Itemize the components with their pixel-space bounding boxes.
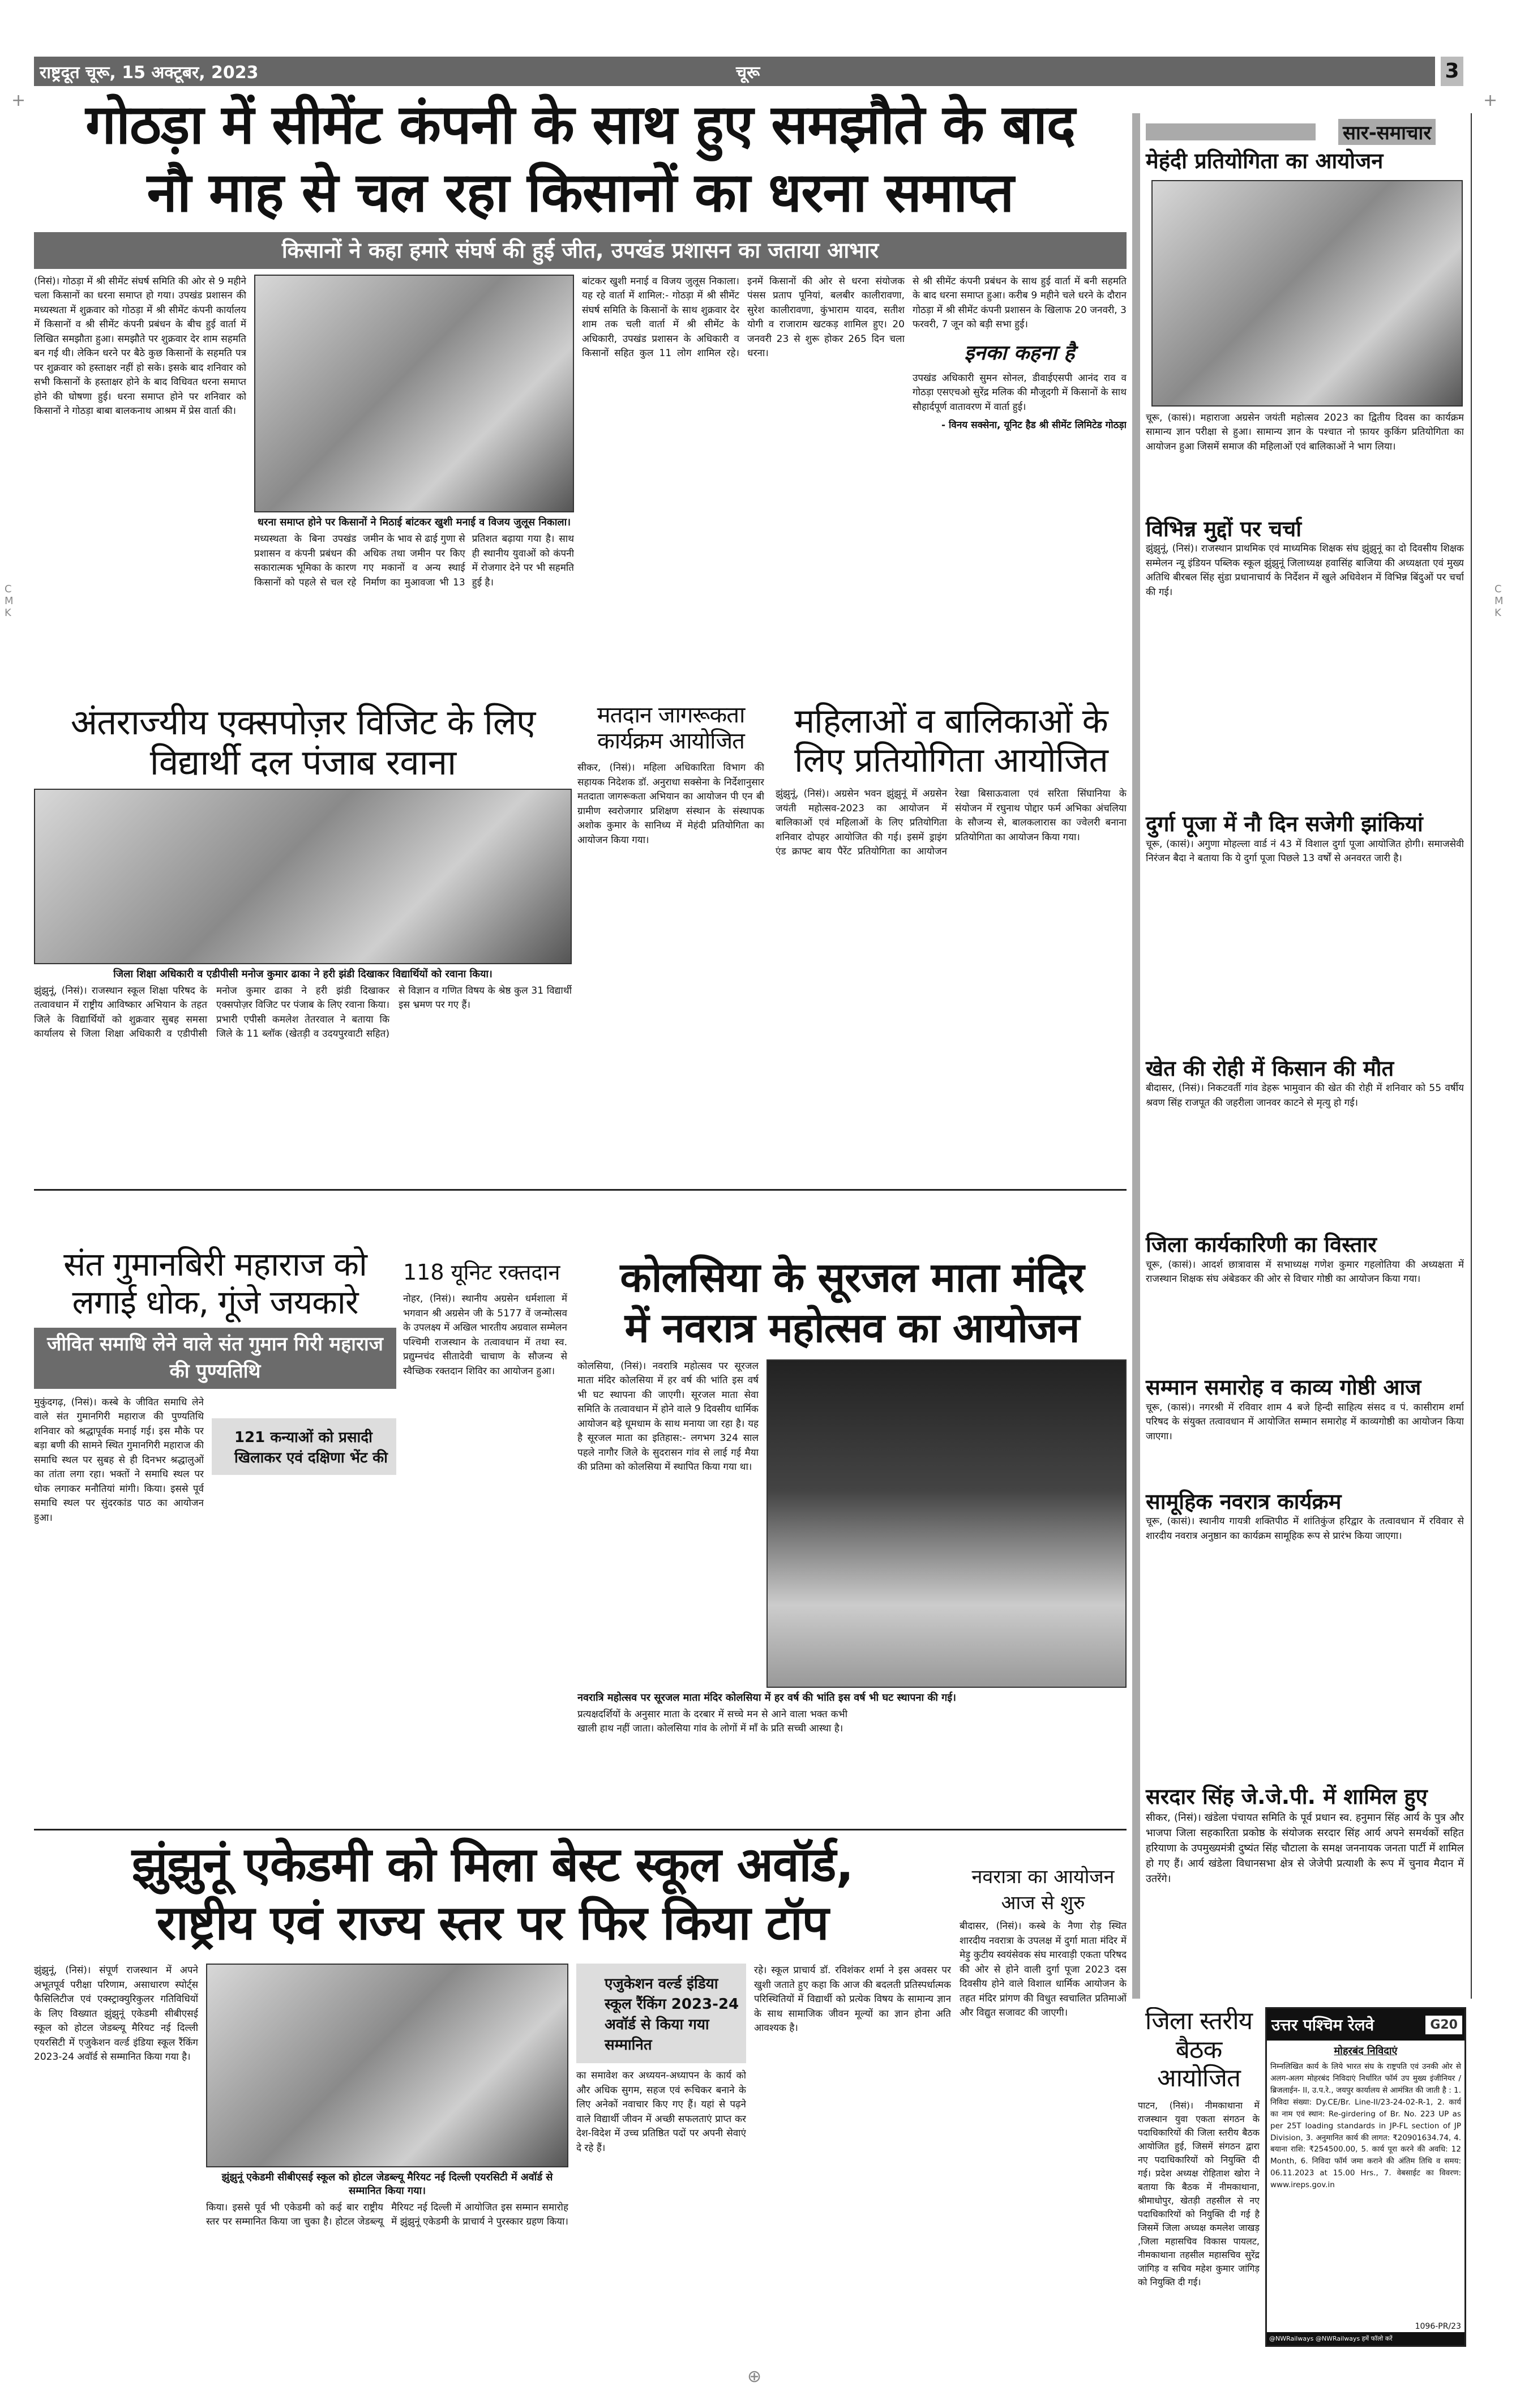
brief-title: खेत की रोही में किसान की मौत bbox=[1146, 1055, 1394, 1081]
academy-text-3: का समावेश कर अध्ययन-अध्यापन के कार्य को और अधिक सुगम, सहज एवं रूचिकर बनाने के लिए अनेकों नवाचार किए गए हैं। यहां से पढ़ने वाले विद्यार्थी जीवन में अच्छी सफलताएं प्राप्त कर देश-विदेश में उच्च प्रतिष्ठित पदों पर अपनी सेवाएं दे रहे हैं। bbox=[576, 2070, 746, 2154]
brief-title: सामूहिक नवरात्र कार्यक्रम bbox=[1146, 1489, 1342, 1514]
women-headline: महिलाओं व बालिकाओं के लिए प्रतियोगिता आयोजित bbox=[794, 702, 1108, 780]
navratra-headline-2: आज से शुरु bbox=[1001, 1892, 1085, 1914]
lead-col-mid: मध्यस्थता के बिना उपखंड प्रशासन व कंपनी प्रबंधन की सकारात्मक भूमिका के कारण किसानों को पहले से चल रहे जमीन के भाव से ढाई गुणा से अधिक तथा जमीन पर किए गए मकानों व अन्य स्थाई निर्माण का मुआवजा भी 13 प्रतिशत बढ़ाया गया है। साथ ही स्थानीय युवाओं को कंपनी में रोजगार देने पर भी सहमति हुई है। bbox=[254, 533, 574, 588]
lead-story bbox=[34, 93, 1127, 682]
academy-story bbox=[34, 1837, 951, 2338]
quote-heading: इनका कहना है bbox=[964, 341, 1075, 365]
masthead-date: राष्ट्रदूत चूरू, 15 अक्टूबर, 2023 bbox=[40, 62, 259, 83]
brief-text: झुंझुनूं, (निसं)। राजस्थान प्राथमिक एवं माध्यमिक शिक्षक संघ झुंझुनूं का दो दिवसीय शिक्षक सम्मेलन न्यू इंडियन पब्लिक स्कूल झुंझुनूं जिलाध्यक्ष हवासिंह बाजिया की अध्यक्षता एवं मुख्य अतिथि बीरबल सिंह सुंडा प्रधानाचार्य के निर्देशन में खुले अधिवेशन में विभिन्न बिंदुओं पर चर्चा की गई। bbox=[1146, 543, 1464, 598]
lead-col-3: बांटकर खुशी मनाई व विजय जुलूस निकाला। यह रहे वार्ता में शामिल:- गोठड़ा में श्री सीमेंट संघर्ष समिति के किसानों के साथ शुक्रवार देर शाम तक चली वार्ता में श्री सीमेंट के अधिकारी, उपखंड प्रशासन के अधिकारी व किसानों सहित कुल 11 लोग शामिल रहे। इनमें किसानों की ओर से धरना संयोजक पंसस प्रताप पूनियां, बलबीर कालीरावणा, सुरेश कालीरावणा, कुंभाराम यादव, सतीश योगी व राजाराम खटकड़ शामिल हुए। 20 जनवरी 23 से शुरू होकर 265 दिन चला धरना। bbox=[582, 275, 905, 360]
sidebar-label: सार-समाचार bbox=[1338, 119, 1436, 145]
sant-text: मुकुंदगढ़, (निसं)। कस्बे के जीवित समाधि लेने वाले संत गुमानगिरी महाराज की पुण्यतिथि शनिवार को श्रद्धापूर्वक मनाई गई। इस मौके पर बड़ा बणी की सामने स्थित गुमानगिरी महाराज की समाधि स्थल पर सुबह से ही दिनभर श्रद्धालुओं का तांता लगा रहा। भक्तों ने समाधि स्थल पर धोक लगाकर मनौतियां मांगी। किया। इससे पूर्व समाधि स्थल पर सुंदरकांड पाठ का आयोजन हुआ। bbox=[34, 1396, 204, 1524]
lead-subhead: किसानों ने कहा हमारे संघर्ष की हुई जीत, उपखंड प्रशासन का जताया आभार bbox=[34, 232, 1127, 269]
farmers-photo bbox=[254, 275, 574, 512]
students-photo-caption: जिला शिक्षा अधिकारी व एडीपीसी मनोज कुमार ढाका ने हरी झंडी दिखाकर विद्यार्थियों को रवाना किया। bbox=[113, 968, 493, 980]
quote-text: उपखंड अधिकारी सुमन सोनल, डीवाईएसपी आनंद राव व गोठड़ा एसएचओ सुरेंद्र मलिक की मौजूदगी में किसानों के साथ सौहार्दपूर्ण वातावरण में वार्ता हुई। bbox=[913, 372, 1127, 413]
lead-photo-column bbox=[254, 275, 574, 682]
temple-text-2: प्रत्यक्षदर्शियों के अनुसार माता के दरबार में सच्चे मन से आने वाला भक्त कभी खाली हाथ नहीं जाता। कोलसिया गांव के लोगों में माँ के प्रति सच्ची आस्था है। bbox=[577, 1708, 847, 1735]
academy-headline-1: झुंझुनूं एकेडमी को मिला बेस्ट स्कूल अवॉर्ड, bbox=[131, 1837, 854, 1892]
academy-text-1: झुंझुनूं, (निसं)। संपूर्ण राजस्थान में अपने अभूतपूर्व परीक्षा परिणाम, असाधारण स्पोर्ट्स फैसिलिटीज एवं एक्स्ट्राक्युरिकुलर गतिविधियों के लिए विख्यात झुंझुनूं एकेडमी सीबीएसई स्कूल को होटल जेडब्ल्यू मैरियट नई दिल्ली एयरसिटी में एजुकेशन वर्ल्ड इंडिया स्कूल रैंकिंग 2023-24 अवॉर्ड से सम्मानित किया गया है। bbox=[34, 1965, 198, 2063]
lead-headline-2: नौ माह से चल रहा किसानों का धरना समाप्त bbox=[147, 161, 1014, 225]
brief-title: दुर्गा पूजा में नौ दिन सजेगी झांकियां bbox=[1146, 811, 1423, 837]
lead-columns bbox=[34, 275, 1127, 682]
voting-headline: मतदान जागरूकता कार्यक्रम आयोजित bbox=[597, 702, 745, 754]
academy-columns bbox=[34, 1964, 951, 2338]
blood-headline: 118 यूनिट रक्तदान bbox=[403, 1260, 560, 1285]
academy-photo-column bbox=[206, 1964, 568, 2338]
academy-text-2: किया। इससे पूर्व भी एकेडमी को कई बार राष्ट्रीय स्तर पर सम्मानित किया जा चुका है। होटल जेडब्ल्यू मैरियट नई दिल्ली में आयोजित इस सम्मान समारोह में झुंझुनूं एकेडमी के प्राचार्य ने पुरस्कार ग्रहण किया। bbox=[206, 2201, 568, 2228]
blood-text: नोहर, (निसं)। स्थानीय अग्रसेन धर्मशाला में भगवान श्री अग्रसेन जी के 5177 वें जन्मोत्सव के उपलक्ष्य में अखिल भारतीय अग्रवाल सम्मेलन पश्चिमी राजस्थान के तत्वावधान में तथा स्व. प्रद्युम्नचंद सीतादेवी चाचाण के सौजन्य से स्वैच्छिक रक्तदान शिविर का आयोजन हुआ। bbox=[403, 1293, 567, 1377]
farmers-photo-caption: धरना समाप्त होने पर किसानों ने मिठाई बांटकर खुशी मनाई व विजय जुलूस निकाला। bbox=[257, 516, 571, 528]
women-story bbox=[776, 702, 1127, 1178]
temple-headline-1: कोलसिया के सूरजल माता मंदिर bbox=[620, 1254, 1084, 1301]
lead-col-1: (निसं)। गोठड़ा में श्री सीमेंट संघर्ष समिति की ओर से 9 महीने चला किसानों का धरना समाप्त हो गया। उपखंड प्रशासन की मध्यस्थता में शुक्रवार को गोठड़ा में श्री सीमेंट कंपनी कार्यालय में किसानों व श्री सीमेंट कंपनी प्रबंधन के बीच हुई वार्ता में लिखित समझौता हुआ। समझौते पर शुक्रवार देर शाम सहमति बन गई थी। लेकिन धरने पर बैठे कुछ किसानों के सहमति पत्र पर शुक्रवार को हस्ताक्षर नहीं हो सके। इसके बाद शनिवार को सभी किसानों के हस्ताक्षर होने के बाद विधिवत धरना समाप्त होने की घोषणा हुई। धरना समाप्त होने पर शनिवार को किसानों ने गोठड़ा बाबा बालकनाथ आश्रम में प्रेस वार्ता की। bbox=[34, 275, 246, 417]
brief-text: चूरू, (कासं)। आदर्श छात्रावास में सभाध्यक्ष गणेश कुमार गहलोतिया की अध्यक्षता में राजस्थान शिक्षक संघ अंबेडकर की ओर से विचार गोष्ठी का आयोजन किया गया। bbox=[1146, 1259, 1464, 1285]
brief-title: सम्मान समारोह व काव्य गोष्ठी आज bbox=[1146, 1374, 1421, 1400]
sant-side bbox=[212, 1396, 396, 1829]
g20-logo: G20 bbox=[1425, 2016, 1462, 2034]
sant-box bbox=[212, 1418, 396, 1475]
brief-title: विभिन्न मुद्दों पर चर्चा bbox=[1146, 516, 1302, 541]
students-photo bbox=[34, 789, 572, 964]
ad-text: निम्नलिखित कार्य के लिये भारत संघ के राष्ट्रपति एवं उनकी ओर से अलग-अलग मोहरबंद निविदाएं निर्धारित फॉर्म उप मुख्य इंजीनियर / ब्रिजलाईन- II, उ.प.रे., जयपुर कार्यालय से आमंत्रित की जाती है : 1. निविदा संख्या: Dy.CE/Br. Line-II/23-24-02-R-1, 2. कार्य का नाम एवं स्थान: Re-girdering of Br. No. 223 UP as per 25T loading standards in JP-FL section of JP Division, 3. अनुमानित कार्य की लागत: ₹20901634.74, 4. बयाना राशि: ₹254500.00, 5. कार्य पूरा करने की अवधि: 12 Month, 6. निविदा फॉर्म जमा कराने की अंतिम तिथि व समय: 06.11.2023 at 15.00 Hrs., 7. वेबसाईट का विवरण: www.ireps.gov.in bbox=[1270, 2062, 1461, 2190]
crosshair-mark-icon: + bbox=[1483, 91, 1498, 110]
voting-text: सीकर, (निसं)। महिला अधिकारिता विभाग की सहायक निदेशक डॉ. अनुराधा सक्सेना के निर्देशानुसार मतदाता जागरूकता अभियान का आयोजन पी एन बी ग्रामीण स्वरोजगार प्रशिक्षण संस्थान के संस्थापक अशोक कुमार के सानिध्य में मेहंदी प्रतियोगिता का आयोजन किया गया। bbox=[577, 762, 764, 846]
brief-text: चूरू, (कासं)। महाराजा अग्रसेन जयंती महोत्सव 2023 का द्वितीय दिवस का कार्यक्रम सामान्य ज्ञान परीक्षा से हुआ। सामान्य ज्ञान के पश्चात नो फ़ायर कुकिंग प्रतियोगिता का आयोजन हुआ जिसमें समाज की महिलाओं एवं बालिकाओं ने भाग लिया। bbox=[1146, 412, 1464, 452]
brief-text: सीकर, (निसं)। खंडेला पंचायत समिति के पूर्व प्रधान स्व. हनुमान सिंह आर्य के पुत्र और भाजपा जिला सहकारिता प्रकोष्ठ के संयोजक सरदार सिंह आर्य अपने समर्थकों सहित हरियाणा के उपमुख्यमंत्री दुष्यंत सिंह चौटाला के समक्ष जननायक जनता पार्टी में शामिल हो गए हैं। आर्य खंडेला विधानसभा क्षेत्र से जेजेपी प्रत्याशी के रूप में चुनाव मैदान में उतरेंगे। bbox=[1146, 1811, 1464, 1885]
academy-box bbox=[576, 1964, 746, 2063]
punjab-story bbox=[34, 702, 572, 1178]
brief-title: सरदार सिंह जे.जे.पी. में शामिल हुए bbox=[1146, 1784, 1428, 1810]
quote-byline: - विनय सक्सेना, यूनिट हैड श्री सीमेंट लिमिटेड गोठड़ा bbox=[941, 420, 1127, 431]
sant-story bbox=[34, 1246, 396, 1829]
brief-title: जिला कार्यकारिणी का विस्तार bbox=[1146, 1232, 1377, 1258]
ad-header bbox=[1267, 2009, 1464, 2041]
temple-columns bbox=[577, 1359, 1127, 1688]
brief-text: बीदासर, (निसं)। निकटवर्ती गांव डेहरू भामुवान की खेत की रोही में शनिवार को 55 वर्षीय श्रवण सिंह राजपूत की जहरीला जानवर काटने से मृत्यु हो गई। bbox=[1146, 1083, 1464, 1109]
masthead-city: चूरू bbox=[736, 62, 760, 83]
meeting-story bbox=[1138, 2007, 1260, 2341]
sidebar-bar bbox=[1146, 123, 1316, 140]
ad-org: उत्तर पश्चिम रेलवे bbox=[1271, 2016, 1374, 2034]
lead-col-4-column bbox=[913, 275, 1127, 682]
ad-footer: @NWRailways @NWRailways हमें फॉलो करें bbox=[1267, 2332, 1464, 2345]
academy-box-column bbox=[576, 1964, 746, 2338]
brief-text: चूरू, (कासं)। स्थानीय गायत्री शक्तिपीठ में शांतिकुंज हरिद्वार के तत्वावधान में रविवार से शारदीय नवरात्र अनुष्ठान का कार्यक्रम सामूहिक रूप से प्रारंभ किया जाएगा। bbox=[1146, 1516, 1464, 1542]
brief-text: चूरू, (कासं)। अगुणा मोहल्ला वार्ड नं 43 में विशाल दुर्गा पूजा आयोजित होगी। समाजसेवी निरंजन बैदा ने बताया कि ये दुर्गा पूजा पिछले 13 वर्षों से अनवरत जारी है। bbox=[1146, 838, 1464, 865]
academy-box-text: एजुकेशन वर्ल्ड इंडिया स्कूल रैंकिंग 2023-24 अवॉर्ड से किया गया सम्मानित bbox=[605, 1975, 739, 2054]
navratra-text: बीदासर, (निसं)। कस्बे के नैणा रोड़ स्थित शारदीय नवरात्रा के उपलक्ष में दुर्गा माता मंदिर में मेड़ु कुटीय स्वयंसेवक संघ मारवाड़ी एकता परिषद की ओर से होने वाली दुर्गा पूजा 2023 दस दिवसीय होने वाले विशाल धार्मिक आयोजन के तहत मंदिर प्रांगण की विधुत स्वचालित प्रतिमाओं और विद्युत सजावट की जाएगी। bbox=[960, 1921, 1127, 2018]
divider bbox=[34, 1829, 1127, 1830]
sidebar-news-brief bbox=[1132, 113, 1472, 1999]
temple-photo-caption: नवरात्रि महोत्सव पर सूरजल माता मंदिर कोलसिया में हर वर्ष की भांति इस वर्ष भी घट स्थापना की गई। bbox=[577, 1691, 956, 1704]
railway-tender-ad bbox=[1265, 2007, 1466, 2347]
academy-photo-caption: झुंझुनूं एकेडमी सीबीएसई स्कूल को होटल जेडब्ल्यू मैरियट नई दिल्ली एयरसिटी में अवॉर्ड से सम्मानित किया गया। bbox=[221, 2171, 553, 2197]
sant-columns bbox=[34, 1396, 396, 1829]
mehndi-photo bbox=[1151, 180, 1463, 407]
ad-ref: 1096-PR/23 bbox=[1415, 2322, 1461, 2331]
reg-mark-right: CMK bbox=[1494, 583, 1504, 619]
meeting-headline: जिला स्तरीय बैठक आयोजित bbox=[1145, 2007, 1253, 2093]
blood-story bbox=[403, 1257, 567, 1829]
crosshair-mark-icon: + bbox=[11, 91, 26, 110]
sidebar-label-row bbox=[1146, 119, 1464, 145]
women-text: झुंझुनूं, (निसं)। अग्रसेन भवन झुंझुनूं में अग्रसेन जयंती महोत्सव-2023 का आयोजन में बालिकाओं एवं महिलाओं के लिए प्रतियोगिता शनिवार दोपहर आयोजित की गई। इसमें ड्राइंग एंड क्राफ्ट बाय पैरेंट प्रतियोगिता का आयोजन रेखा बिसाऊवाला एवं सरिता सिंघानिया के संयोजन में रघुनाथ पोद्दार फर्म अभिका अंचलिया के सौजन्य से, बालकलारास का ज्वेलरी बनाना प्रतियोगिता का आयोजन किया गया। bbox=[776, 788, 1127, 857]
lead-col-4: से श्री सीमेंट कंपनी प्रबंधन के साथ हुई वार्ता में बनी सहमति के बाद धरना समाप्त हुआ। करीब 9 महीने चले धरने के दौरान गोठड़ा में श्री सीमेंट कंपनी प्रशासन के खिलाफ 20 जनवरी, 3 फरवरी, 7 जून को बड़ी सभा हुई। bbox=[913, 275, 1127, 331]
voting-story bbox=[577, 702, 764, 1178]
page-number: 3 bbox=[1441, 57, 1463, 86]
masthead bbox=[34, 57, 1435, 86]
navratra-story bbox=[960, 1863, 1127, 2338]
academy-photo bbox=[206, 1964, 568, 2167]
navratra-headline-1: नवरात्रा का आयोजन bbox=[971, 1866, 1115, 1888]
brief-text: चूरू, (कासं)। नगरश्री में रविवार शाम 4 बजे हिन्दी साहित्य संसद व पं. कासीराम शर्मा परिषद के संयुक्त तत्वावधान में आयोजित सम्मान समारोह में काव्यगोष्ठी का आयोजन किया जाएगा। bbox=[1146, 1401, 1464, 1442]
reg-mark-left: CMK bbox=[5, 583, 14, 619]
brief-title: मेहंदी प्रतियोगिता का आयोजन bbox=[1146, 148, 1384, 173]
sant-subhead: जीवित समाधि लेने वाले संत गुमान गिरी महाराज की पुण्यतिथि bbox=[34, 1328, 396, 1388]
ad-title: मोहरबंद निविदाएं bbox=[1334, 2045, 1398, 2057]
temple-text: कोलसिया, (निसं)। नवरात्रि महोत्सव पर सूरजल माता मंदिर कोलसिया में हर वर्ष की भांति इस वर्ष भी घट स्थापना की जाएगी। सूरजल माता सेवा समिति के तत्वावधान में होने वाले 9 दिवसीय धार्मिक आयोजन बड़े धूमधाम के साथ मनाया जा रहा है। यह है सूरजल माता का इतिहास:- लगभग 324 साल पहले नागौर जिले के सुदरासन गांव से लाई गई मैया की प्रतिमा को कोलसिया में स्थापित किया गया था। bbox=[577, 1360, 759, 1473]
lead-headline-1: गोठड़ा में सीमेंट कंपनी के साथ हुए समझौते के बाद bbox=[85, 93, 1075, 156]
divider bbox=[34, 1189, 1127, 1191]
temple-headline-2: में नवरात्र महोत्सव का आयोजन bbox=[624, 1303, 1080, 1351]
punjab-text: झुंझुनूं, (निसं)। राजस्थान स्कूल शिक्षा परिषद के तत्वावधान में राष्ट्रीय आविष्कार अभियान के तहत जिले के विद्यार्थियों को शुक्रवार सुबह समसा कार्यालय से जिला शिक्षा अधिकारी व एडीपीसी मनोज कुमार ढाका ने हरी झंडी दिखाकर एक्सपोज़र विजिट पर पंजाब के लिए रवाना किया। प्रभारी एपीसी कमलेश तेतरवाल ने बताया कि जिले के 11 ब्लॉक (खेतड़ी व उदयपुरवाटी सहित) से विज्ञान व गणित विषय के श्रेष्ठ कुल 31 विद्यार्थी इस भ्रमण पर गए हैं। bbox=[34, 985, 572, 1040]
sant-headline: संत गुमानबिरी महाराज को लगाई धोक, गूंजे जयकारे bbox=[63, 1246, 367, 1321]
sant-box-text: 121 कन्याओं को प्रसादी खिलाकर एवं दक्षिणा भेंट की bbox=[234, 1428, 388, 1466]
academy-headline-2: राष्ट्रीय एवं राज्य स्तर पर फिर किया टॉप bbox=[156, 1894, 829, 1951]
meeting-text: पाटन, (निसं)। नीमकाथाना में राजस्थान युवा एकता संगठन के पदाधिकारियों की जिला स्तरीय बैठक आयोजित हुई, जिसमें संगठन द्वारा नए पदाधिकारियों को नियुक्ति दी गई। प्रदेश अध्यक्ष रोहिताश खोरा ने बताया कि बैठक में नीमकाथाना, श्रीमाधोपुर, खेतड़ी तहसील से नए पदाधिकारियों को नियुक्ति दी गई है जिसमें जिला अध्यक्ष कमलेश जाखड़ ,जिला महासचिव विकास पायलट, नीमकाथाना तहसील महासचिव सुरेंद्र जांगिड़ व सचिव महेश कुमार जांगिड़ को नियुक्ति दी गई। bbox=[1138, 2099, 1260, 2287]
academy-text-4: रहे। स्कूल प्राचार्य डॉ. रविशंकर शर्मा ने इस अवसर पर खुशी जताते हुए कहा कि आज की बदलती प्रतिस्पर्धात्मक परिस्थितियों में विद्यार्थी को प्रत्येक विषय के सामान्य ज्ञान के साथ सामाजिक जीवन मूल्यों का ज्ञान होना अति आवश्यक है। bbox=[754, 1965, 951, 2034]
temple-photo bbox=[766, 1359, 1127, 1688]
punjab-headline: अंतराज्यीय एक्सपोज़र विजिट के लिए विद्यार्थी दल पंजाब रवाना bbox=[70, 702, 536, 784]
temple-story bbox=[577, 1254, 1127, 1820]
crosshair-mark-icon: ⊕ bbox=[747, 2367, 762, 2386]
